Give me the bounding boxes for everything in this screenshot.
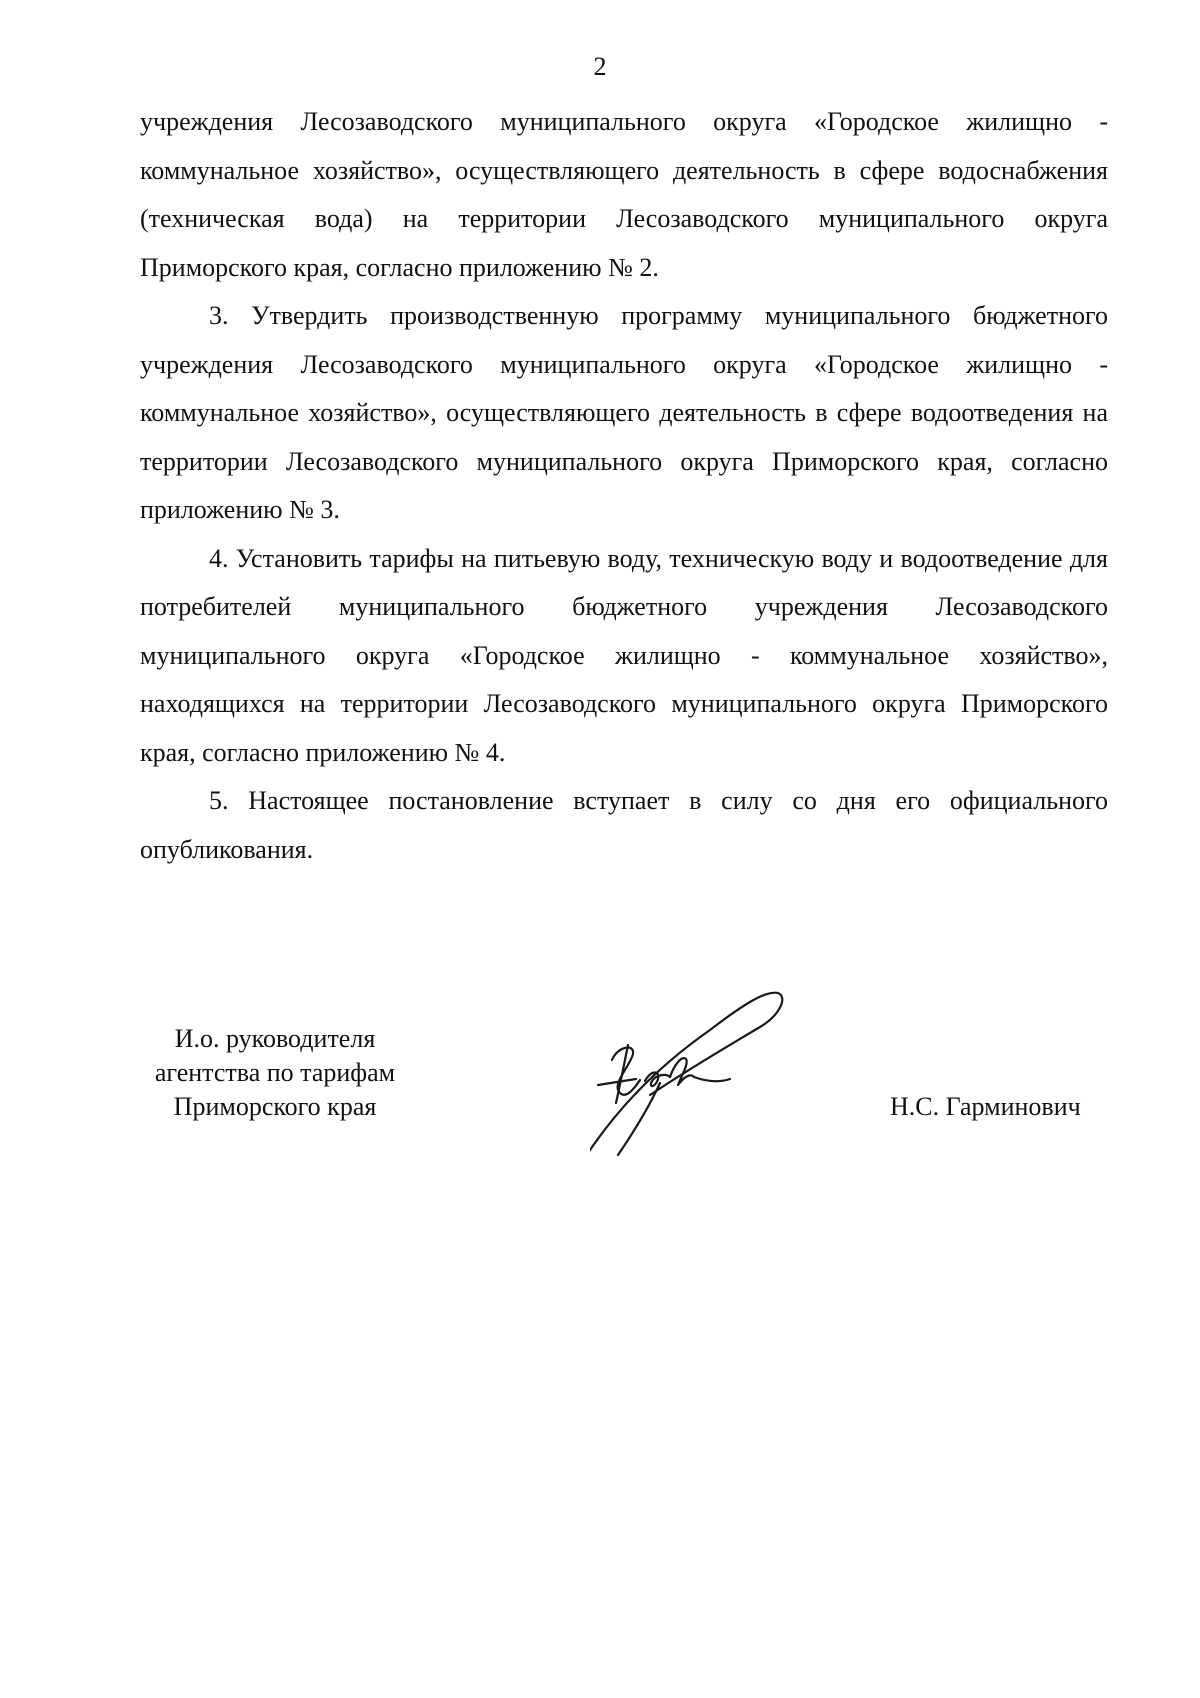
signatory-position-line-3: Приморского края [173,1092,377,1121]
document-body [140,98,1108,874]
signatory-name: Н.С. Гарминович [890,1092,1081,1121]
paragraph-5: 5. Настоящее постановление вступает в силу со дня его официального опубликования. [140,786,1108,864]
signatory-position [130,1022,420,1124]
handwritten-signature [590,985,830,1165]
paragraph-3: 3. Утвердить производственную программу муниципального бюджетного учреждения Лесозаводского муниципального округа «Городское жилищно - коммунальное хозяйство», осуществляющего деятельность в сфере водоотведения на территории Лесозаводского муниципального округа Приморского края, согласно приложению № 3. [140,301,1108,524]
paragraph-2-continuation: учреждения Лесозаводского муниципального округа «Городское жилищно - коммунальное хозяйство», осуществляющего деятельность в сфере водоснабжения (техническая вода) на территории Лесозаводского муниципального округа Приморского края, согласно приложению № 2. [140,107,1108,282]
page-number: 2 [593,52,607,81]
signatory-position-line-2: агентства по тарифам [154,1058,396,1087]
paragraph-4: 4. Установить тарифы на питьевую воду, техническую воду и водоотведение для потребителей муниципального бюджетного учреждения Лесозаводского муниципального округа «Городское жилищно - коммунальное хозяйство», находящихся на территории Лесозаводского муниципального округа Приморского края, согласно приложению № 4. [140,543,1108,767]
signatory-position-line-1: И.о. руководителя [174,1024,376,1053]
